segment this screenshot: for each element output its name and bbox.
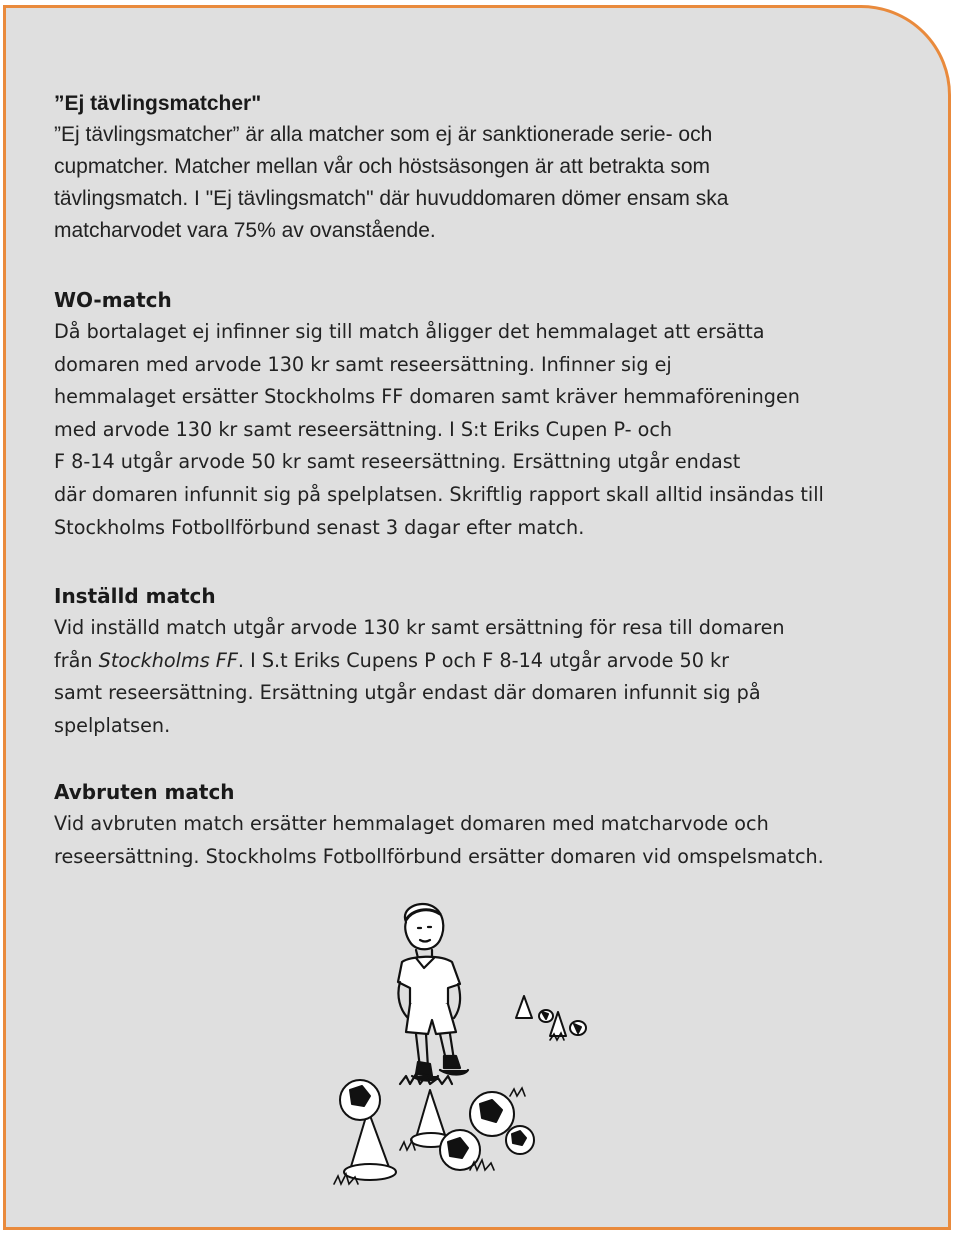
paragraph-line: Vid avbruten match ersätter hemmalaget domaren med matcharvode och xyxy=(54,812,769,835)
text-span: . I S.t Eriks Cupens P och F 8-14 utgår arvode 50 kr xyxy=(237,648,730,672)
section-ej-tavlingsmatcher xyxy=(54,88,934,284)
section-avbruten-match xyxy=(54,776,934,873)
paragraph-line: spelplatsen. xyxy=(54,713,171,737)
boy-with-cones-illustration xyxy=(320,900,610,1210)
paragraph-line: reseersättning. Stockholms Fotbollförbund ersätter domaren vid omspelsmatch. xyxy=(54,844,824,868)
italic-org-name: Stockholms FF xyxy=(98,648,238,672)
heading-ej-tavlingsmatcher: ”Ej tävlingsmatcher" xyxy=(54,92,262,115)
paragraph-line: där domaren infunnit sig på spelplatsen. Skriftlig rapport skall alltid insändas till xyxy=(54,482,824,506)
section-installd-match xyxy=(54,580,934,776)
document-body xyxy=(54,88,934,873)
paragraph-line: tävlingsmatch. I "Ej tävlingsmatch" där huvuddomaren dömer ensam ska xyxy=(54,187,729,210)
paragraph-line: cupmatcher. Matcher mellan vår och höstsäsongen är att betrakta som xyxy=(54,155,710,178)
heading-avbruten-match: Avbruten match xyxy=(54,780,235,804)
paragraph-line: Vid inställd match utgår arvode 130 kr samt ersättning för resa till domaren xyxy=(54,616,785,639)
text-span: från xyxy=(54,648,99,672)
paragraph-line: med arvode 130 kr samt reseersättning. I S:t Eriks Cupen P- och xyxy=(54,417,673,441)
paragraph-line xyxy=(54,645,934,678)
paragraph-line: samt reseersättning. Ersättning utgår endast där domaren infunnit sig på xyxy=(54,681,761,705)
paragraph-line: hemmalaget ersätter Stockholms FF domaren samt kräver hemmaföreningen xyxy=(54,385,800,409)
heading-wo-match: WO-match xyxy=(54,288,172,312)
section-wo-match xyxy=(54,284,934,580)
paragraph-line: domaren med arvode 130 kr samt reseersättning. Infinner sig ej xyxy=(54,352,672,376)
paragraph-line: matcharvodet vara 75% av ovanstående. xyxy=(54,219,436,242)
paragraph-line: ”Ej tävlingsmatcher” är alla matcher som ej är sanktionerade serie- och xyxy=(54,123,713,146)
heading-installd-match: Inställd match xyxy=(54,584,216,608)
paragraph-line: Stockholms Fotbollförbund senast 3 dagar efter match. xyxy=(54,515,585,539)
paragraph-line: F 8-14 utgår arvode 50 kr samt reseersättning. Ersättning utgår endast xyxy=(54,450,741,474)
paragraph-line: Då bortalaget ej infinner sig till match åligger det hemmalaget att ersätta xyxy=(54,320,765,343)
